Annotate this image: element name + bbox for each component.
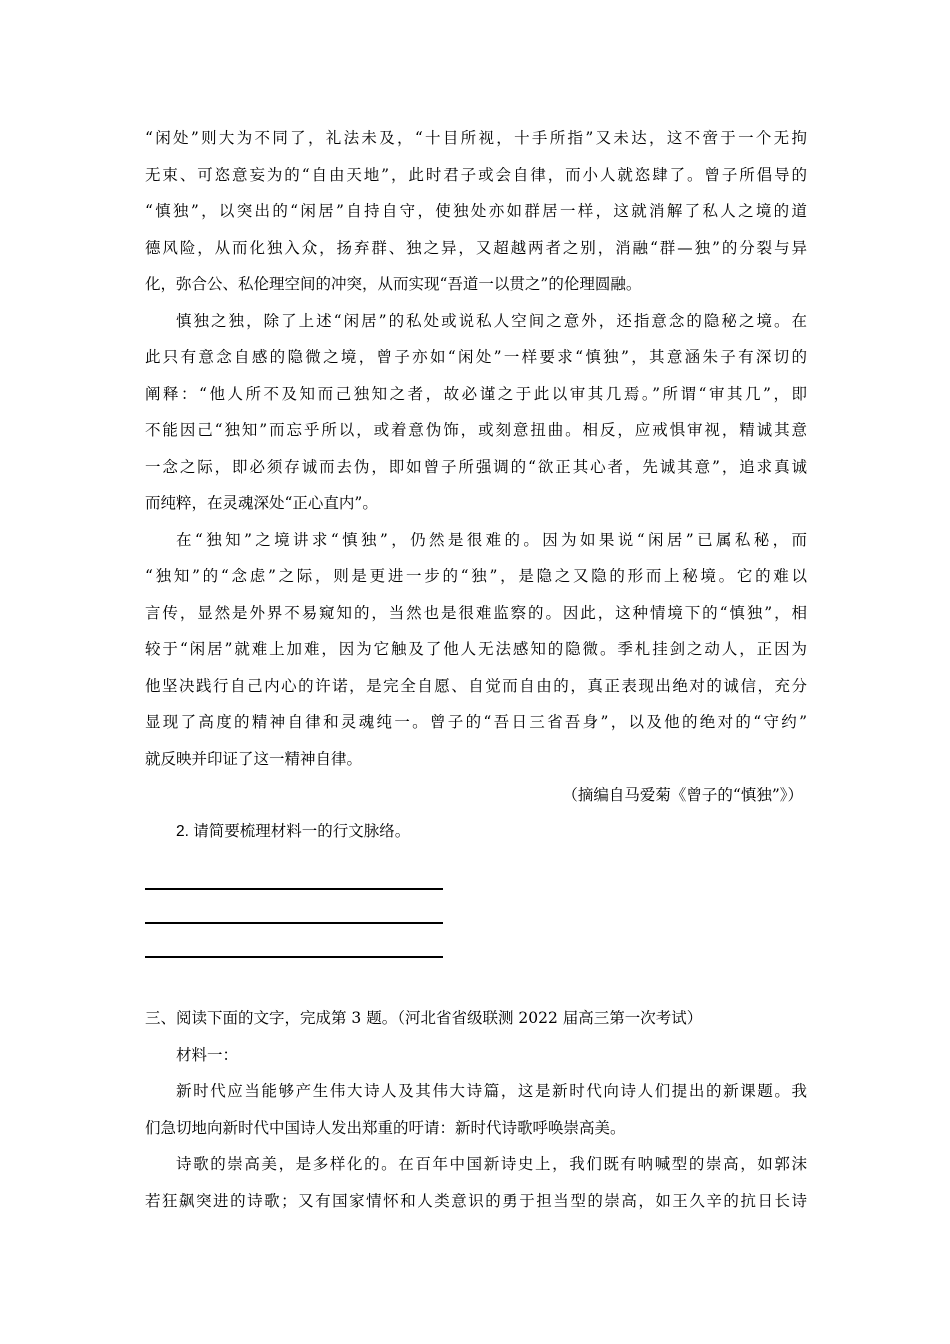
text-line: 德风险，从而化独入众，扬弃群、独之异，又超越两者之别，消融“群—独”的分裂与异 (145, 238, 807, 257)
text-line: 就反映并印证了这一精神自律。 (145, 749, 363, 768)
answer-line (145, 890, 443, 924)
text-line: 他坚决践行自己内心的许诺，是完全自愿、自觉而自由的，真正表现出绝对的诚信，充分 (145, 676, 807, 695)
text-line: 慎独之独，除了上述“闲居”的私处或说私人空间之意外，还指意念的隐秘之境。在 (176, 311, 807, 330)
text-line: 言传，显然是外界不易窥知的，当然也是很难监察的。因此，这种情境下的“慎独”，相 (145, 603, 807, 622)
text-line: 此只有意念自感的隐微之境，曾子亦如“闲处”一样要求“慎独”，其意涵朱子有深切的 (145, 348, 807, 366)
text-line: 阐释：“他人所不及知而己独知之者，故必谨之于此以审其几焉。”所谓“审其几”，即 (145, 384, 807, 403)
answer-line (145, 856, 443, 890)
passage-paragraph (145, 120, 807, 303)
text-line: 较于“闲居”就难上加难，因为它触及了他人无法感知的隐微。季札挂剑之动人，正因为 (145, 640, 807, 658)
text-line: 诗歌的崇高美，是多样化的。在百年中国新诗史上，我们既有呐喊型的崇高，如郭沫 (176, 1155, 807, 1173)
passage-paragraph (145, 1073, 807, 1146)
source-citation: （摘编自马爱菊《曾子的“慎独”》） (562, 786, 803, 804)
passage-paragraph (145, 303, 807, 522)
text-line: 显现了高度的精神自律和灵魂纯一。曾子的“吾日三省吾身”，以及他的绝对的“守约” (145, 713, 807, 731)
text-line: “独知”的“念虑”之际，则是更进一步的“独”，是隐之又隐的形而上秘境。它的难以 (145, 567, 807, 585)
text-line: 新时代应当能够产生伟大诗人及其伟大诗篇，这是新时代向诗人们提出的新课题。我 (176, 1082, 807, 1100)
material-label: 材料一： (176, 1045, 239, 1064)
answer-area (145, 856, 807, 958)
text-line: 无束、可恣意妄为的“自由天地”，此时君子或会自律，而小人就恣肆了。曾子所倡导的 (145, 165, 807, 184)
text-line: 不能因己“独知”而忘乎所以，或着意伪饰，或刻意扭曲。相反，应戒惧审视，精诚其意 (145, 421, 807, 439)
text-line: 一念之际，即必须存诚而去伪，即如曾子所强调的“欲正其心者，先诚其意”，追求真诚 (145, 457, 807, 476)
passage-paragraph (145, 522, 807, 778)
text-line: 若狂飙突进的诗歌；又有国家情怀和人类意识的勇于担当型的崇高，如王久辛的抗日长诗 (145, 1191, 807, 1210)
text-line: 在“独知”之境讲求“慎独”，仍然是很难的。因为如果说“闲居”已属私秘，而 (176, 530, 807, 549)
section-heading: 三、阅读下面的文字，完成第 3 题。（河北省省级联测 2022 届高三第一次考试） (145, 1009, 703, 1027)
text-line: 化，弥合公、私伦理空间的冲突，从而实现“吾道一以贯之”的伦理圆融。 (145, 275, 642, 293)
answer-line (145, 924, 443, 958)
text-line: 而纯粹，在灵魂深处“正心直内”。 (145, 494, 378, 512)
question-2: 2. 请简要梳理材料一的行文脉络。 (176, 822, 411, 840)
text-line: 们急切地向新时代中国诗人发出郑重的吁请：新时代诗歌呼唤崇高美。 (145, 1118, 626, 1137)
document-page (145, 120, 807, 1219)
passage-paragraph (145, 1146, 807, 1219)
text-line: “慎独”，以突出的“闲居”自持自守，使独处亦如群居一样，这就消解了私人之境的道 (145, 202, 807, 220)
text-line: “闲处”则大为不同了，礼法未及，“十目所视，十手所指”又未达，这不啻于一个无拘 (145, 129, 807, 147)
